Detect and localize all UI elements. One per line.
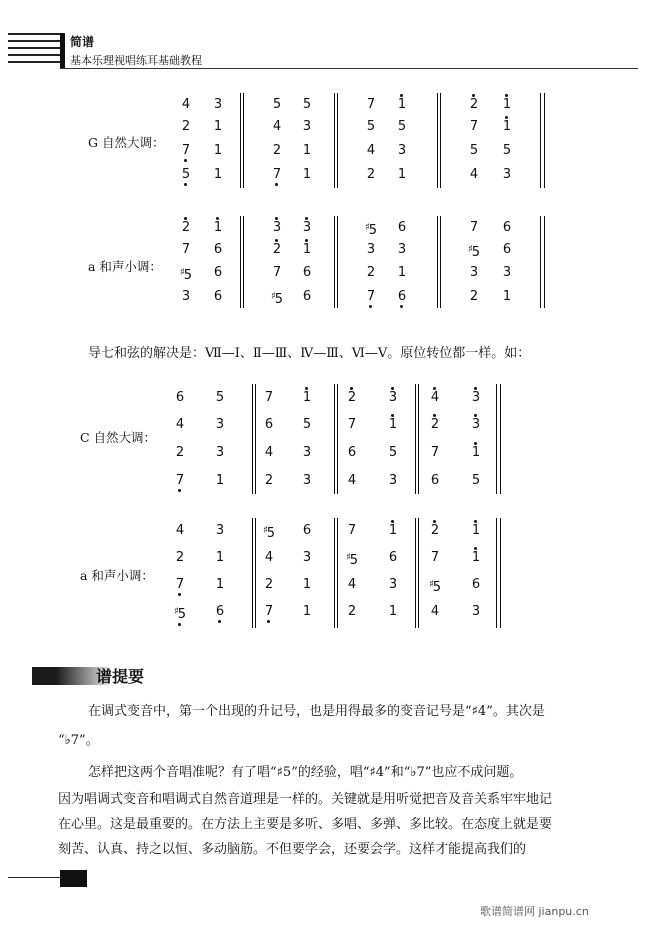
note: 6 xyxy=(388,550,398,565)
note: 5 xyxy=(302,97,312,112)
note: 7 xyxy=(347,523,357,538)
high-octave-dot xyxy=(350,387,353,390)
note: 2 xyxy=(422,523,448,539)
note: 2 xyxy=(347,604,357,619)
section-title: 谱提要 xyxy=(96,667,145,686)
low-octave-dot xyxy=(400,305,403,308)
note: 6 xyxy=(213,242,223,257)
barline xyxy=(437,93,438,188)
note: 7 xyxy=(181,242,191,257)
note: 1 xyxy=(294,242,320,258)
note: 3 xyxy=(502,265,512,280)
paragraph-2-line-4: 刻苦、认真、持之以恒、多动脑筋。不但要学会，还要会学。这样才能提高我们的 xyxy=(58,842,527,857)
page-number-box xyxy=(60,870,87,887)
note: 3 xyxy=(302,473,312,488)
note: 4 xyxy=(264,445,274,460)
note: ♯5 xyxy=(262,525,276,541)
low-octave-dot xyxy=(275,183,278,186)
note: 2 xyxy=(422,417,448,433)
barline xyxy=(243,93,244,188)
key-label: C 自然大调： xyxy=(80,430,157,445)
high-octave-dot xyxy=(472,94,475,97)
note: 4 xyxy=(175,417,185,432)
note: 3 xyxy=(397,143,407,158)
header-decoration xyxy=(8,33,60,67)
note: 7 xyxy=(347,417,357,432)
high-octave-dot xyxy=(275,239,278,242)
section-marker xyxy=(32,667,56,685)
high-octave-dot xyxy=(433,387,436,390)
note: 2 xyxy=(264,577,274,592)
barline xyxy=(252,384,253,494)
paragraph-1-line-2: “♭7”。 xyxy=(58,733,99,748)
note: 1 xyxy=(380,417,406,433)
note: 5 xyxy=(272,97,282,112)
key-label: a 和声小调： xyxy=(80,568,154,583)
note: 7 xyxy=(469,220,479,235)
note: 7 xyxy=(256,604,282,620)
header-bar xyxy=(60,33,65,69)
barline xyxy=(252,518,253,628)
barline xyxy=(496,518,497,628)
note: 5 xyxy=(471,473,481,488)
resolution-line: 导七和弦的解决是：Ⅶ—Ⅰ、Ⅱ—Ⅲ、Ⅳ—Ⅲ、Ⅵ—Ⅴ。原位转位都一样。如： xyxy=(88,346,531,361)
high-octave-dot xyxy=(474,520,477,523)
barline xyxy=(500,384,501,494)
high-octave-dot xyxy=(474,442,477,445)
note: ♯5 xyxy=(345,552,359,568)
note: 5 xyxy=(388,445,398,460)
note: ♯5 xyxy=(179,267,193,283)
sharp-sign: ♯ xyxy=(270,291,276,302)
paragraph-2-line-3: 在心里。这是最重要的。在方法上主要是多听、多唱、多弹、多比较。在态度上就是要 xyxy=(58,817,553,832)
note: 6 xyxy=(471,577,481,592)
low-octave-dot xyxy=(178,593,181,596)
note: 2 xyxy=(469,289,479,304)
note: 7 xyxy=(366,97,376,112)
note: ♯5 xyxy=(467,244,481,260)
low-octave-dot xyxy=(218,620,221,623)
key-label: G 自然大调： xyxy=(88,135,165,150)
note: 1 xyxy=(397,167,407,182)
sharp-sign: ♯ xyxy=(428,579,434,590)
paragraph-1-line-1: 在调式变音中，第一个出现的升记号，也是用得最多的变音记号是“♯4”。其次是 xyxy=(88,704,545,719)
note: 6 xyxy=(213,289,223,304)
sharp-sign: ♯ xyxy=(262,525,268,536)
note: 3 xyxy=(463,417,489,433)
note: 1 xyxy=(463,523,489,539)
barline xyxy=(440,93,441,188)
high-octave-dot xyxy=(433,414,436,417)
note: 3 xyxy=(215,417,225,432)
note: 5 xyxy=(215,390,225,405)
barline xyxy=(418,384,419,494)
barline xyxy=(415,518,416,628)
high-octave-dot xyxy=(391,414,394,417)
note: ♯5 xyxy=(428,579,442,595)
note: 5 xyxy=(397,119,407,134)
header-rule xyxy=(60,68,638,69)
note: 4 xyxy=(272,119,282,134)
barline xyxy=(255,384,256,494)
sharp-sign: ♯ xyxy=(467,244,473,255)
note: 3 xyxy=(366,242,376,257)
low-octave-dot xyxy=(178,489,181,492)
barline xyxy=(540,93,541,188)
note: 1 xyxy=(388,604,398,619)
note: 7 xyxy=(167,577,193,593)
note: 4 xyxy=(175,523,185,538)
note: 1 xyxy=(215,473,225,488)
note: 2 xyxy=(175,550,185,565)
note: 1 xyxy=(463,445,489,461)
barline xyxy=(334,216,335,308)
barline xyxy=(240,93,241,188)
low-octave-dot xyxy=(184,159,187,162)
note: 3 xyxy=(181,289,191,304)
note: 1 xyxy=(215,550,225,565)
high-octave-dot xyxy=(400,94,403,97)
low-octave-dot xyxy=(184,183,187,186)
barline xyxy=(243,216,244,308)
note: 6 xyxy=(213,265,223,280)
barline xyxy=(540,216,541,308)
barline xyxy=(337,93,338,188)
note: 3 xyxy=(471,604,481,619)
note: 3 xyxy=(380,390,406,406)
high-octave-dot xyxy=(275,217,278,220)
high-octave-dot xyxy=(474,387,477,390)
watermark: 歌谱简谱网 jianpu.cn xyxy=(480,905,589,918)
barline xyxy=(334,384,335,494)
note: 4 xyxy=(347,473,357,488)
high-octave-dot xyxy=(184,217,187,220)
note: 6 xyxy=(302,265,312,280)
note: 7 xyxy=(264,167,290,183)
barline xyxy=(437,216,438,308)
note: 7 xyxy=(430,445,440,460)
note: 2 xyxy=(366,167,376,182)
note: 1 xyxy=(294,390,320,406)
note: 3 xyxy=(302,550,312,565)
note: 1 xyxy=(205,220,231,236)
high-octave-dot xyxy=(305,239,308,242)
note: 7 xyxy=(173,143,199,159)
sharp-sign: ♯ xyxy=(345,552,351,563)
note: 7 xyxy=(430,550,440,565)
high-octave-dot xyxy=(305,387,308,390)
sharp-sign: ♯ xyxy=(364,222,370,233)
note: 1 xyxy=(213,119,223,134)
note: 3 xyxy=(397,242,407,257)
note: 3 xyxy=(302,119,312,134)
high-octave-dot xyxy=(305,217,308,220)
note: 4 xyxy=(181,97,191,112)
high-octave-dot xyxy=(216,217,219,220)
barline xyxy=(334,93,335,188)
note: 3 xyxy=(213,97,223,112)
note: 3 xyxy=(215,445,225,460)
note: 7 xyxy=(358,289,384,305)
note: 5 xyxy=(366,119,376,134)
paragraph-2-line-1: 怎样把这两个音唱准呢？有了唱“♯5”的经验，唱“♯4”和“♭7”也应不成问题。 xyxy=(88,765,523,780)
note: 1 xyxy=(494,97,520,113)
note: 4 xyxy=(469,167,479,182)
note: 1 xyxy=(302,143,312,158)
barline xyxy=(415,384,416,494)
note: 1 xyxy=(397,265,407,280)
low-octave-dot xyxy=(369,305,372,308)
low-octave-dot xyxy=(267,620,270,623)
note: 4 xyxy=(430,604,440,619)
note: 6 xyxy=(502,220,512,235)
note: 1 xyxy=(302,167,312,182)
note: 5 xyxy=(469,143,479,158)
note: 2 xyxy=(264,242,290,258)
note: 4 xyxy=(264,550,274,565)
note: 7 xyxy=(167,473,193,489)
note: 3 xyxy=(388,577,398,592)
note: 6 xyxy=(302,289,312,304)
note: 3 xyxy=(469,265,479,280)
note: 6 xyxy=(264,417,274,432)
note: 6 xyxy=(175,390,185,405)
note: 1 xyxy=(213,143,223,158)
high-octave-dot xyxy=(505,94,508,97)
note: 3 xyxy=(502,167,512,182)
note: 2 xyxy=(339,390,365,406)
note: 2 xyxy=(366,265,376,280)
note: 5 xyxy=(173,167,199,183)
barline xyxy=(334,518,335,628)
low-octave-dot xyxy=(178,623,181,626)
sharp-sign: ♯ xyxy=(173,606,179,617)
high-octave-dot xyxy=(474,547,477,550)
note: 4 xyxy=(347,577,357,592)
barline xyxy=(544,216,545,308)
barline xyxy=(255,518,256,628)
note: 6 xyxy=(302,523,312,538)
note: 2 xyxy=(272,143,282,158)
barline xyxy=(500,518,501,628)
note: 3 xyxy=(264,220,290,236)
note: 1 xyxy=(302,604,312,619)
barline xyxy=(544,93,545,188)
note: 1 xyxy=(302,577,312,592)
note: ♯5 xyxy=(270,291,284,307)
paragraph-2-line-2: 因为唱调式变音和唱调式自然音道理是一样的。关键就是用听觉把音及音关系牢牢地记 xyxy=(58,792,553,807)
note: 3 xyxy=(294,220,320,236)
barline xyxy=(496,384,497,494)
note: 5 xyxy=(302,417,312,432)
note: 1 xyxy=(502,289,512,304)
note: 6 xyxy=(502,242,512,257)
header-title: 简谱 xyxy=(70,35,95,49)
note: 6 xyxy=(397,220,407,235)
note: 1 xyxy=(494,119,520,135)
high-octave-dot xyxy=(433,520,436,523)
note: 2 xyxy=(173,220,199,236)
note: 7 xyxy=(272,265,282,280)
note: 5 xyxy=(502,143,512,158)
note: 3 xyxy=(388,473,398,488)
note: ♯5 xyxy=(364,222,378,238)
note: 1 xyxy=(380,523,406,539)
note: 1 xyxy=(213,167,223,182)
high-octave-dot xyxy=(391,387,394,390)
barline xyxy=(337,216,338,308)
barline xyxy=(337,384,338,494)
note: 2 xyxy=(461,97,487,113)
barline xyxy=(440,216,441,308)
barline xyxy=(240,216,241,308)
note: 1 xyxy=(215,577,225,592)
footer-line xyxy=(8,877,60,878)
note: 6 xyxy=(207,604,233,620)
note: 2 xyxy=(181,119,191,134)
high-octave-dot xyxy=(474,414,477,417)
high-octave-dot xyxy=(505,116,508,119)
note: 6 xyxy=(347,445,357,460)
note: 4 xyxy=(422,390,448,406)
key-label: a 和声小调： xyxy=(88,259,162,274)
note: 3 xyxy=(215,523,225,538)
note: 7 xyxy=(469,119,479,134)
note: 1 xyxy=(389,97,415,113)
header-subtitle: 基本乐理视唱练耳基础教程 xyxy=(70,54,202,67)
note: 4 xyxy=(366,143,376,158)
sharp-sign: ♯ xyxy=(179,267,185,278)
note: 7 xyxy=(264,390,274,405)
note: 6 xyxy=(389,289,415,305)
note: 3 xyxy=(302,445,312,460)
note: ♯5 xyxy=(167,604,193,623)
note: 1 xyxy=(463,550,489,566)
note: 3 xyxy=(463,390,489,406)
high-octave-dot xyxy=(391,520,394,523)
note: 2 xyxy=(264,473,274,488)
note: 6 xyxy=(430,473,440,488)
barline xyxy=(337,518,338,628)
note: 2 xyxy=(175,445,185,460)
barline xyxy=(418,518,419,628)
